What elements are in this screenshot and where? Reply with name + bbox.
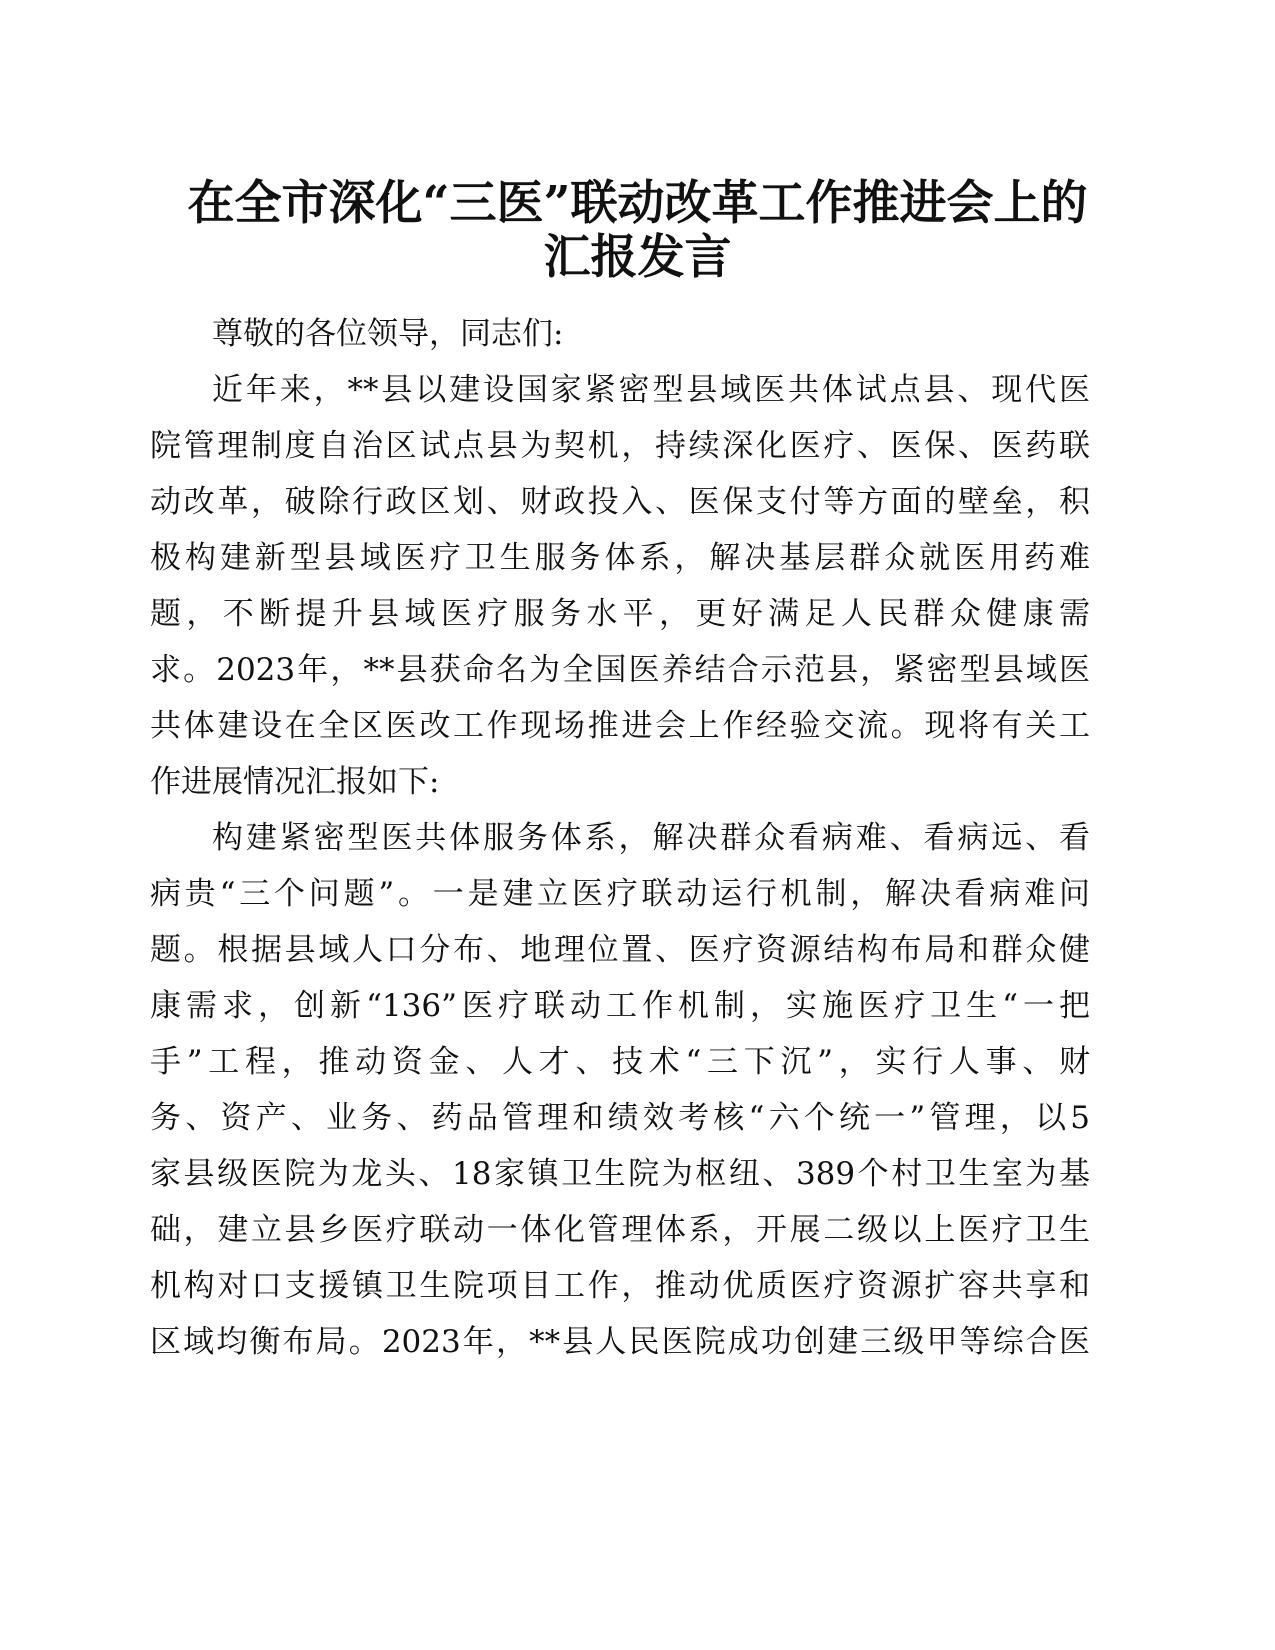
paragraph-1-line: 动改革，破除行政区划、财政投入、医保支付等方面的壁垒，积 — [150, 484, 1090, 520]
paragraph-1-line: 求。2023年，**县获命名为全国医养结合示范县，紧密型县域医 — [150, 652, 1090, 688]
salutation: 尊敬的各位领导，同志们: — [212, 316, 564, 352]
paragraph-2-line: 手”工程，推动资金、人才、技术“三下沉”，实行人事、财 — [150, 1044, 1090, 1080]
paragraph-2-line: 机构对口支援镇卫生院项目工作，推动优质医疗资源扩容共享和 — [150, 1268, 1090, 1304]
paragraph-2-line: 康需求，创新“136”医疗联动工作机制，实施医疗卫生“一把 — [150, 988, 1090, 1024]
document-title-line-1: 在全市深化“三医”联动改革工作推进会上的 — [187, 176, 1088, 231]
paragraph-2-line: 题。根据县域人口分布、地理位置、医疗资源结构布局和群众健 — [150, 932, 1090, 968]
paragraph-1-line: 共体建设在全区医改工作现场推进会上作经验交流。现将有关工 — [150, 708, 1090, 744]
paragraph-1-line: 极构建新型县域医疗卫生服务体系，解决基层群众就医用药难 — [150, 540, 1090, 576]
paragraph-2-line: 家县级医院为龙头、18家镇卫生院为枢纽、389个村卫生室为基 — [150, 1156, 1090, 1192]
paragraph-2-line: 构建紧密型医共体服务体系，解决群众看病难、看病远、看 — [212, 820, 1090, 856]
paragraph-2-line: 病贵“三个问题”。一是建立医疗联动运行机制，解决看病难问 — [150, 876, 1090, 912]
paragraph-1-line: 近年来，**县以建设国家紧密型县域医共体试点县、现代医 — [212, 372, 1090, 408]
paragraph-1-line: 院管理制度自治区试点县为契机，持续深化医疗、医保、医药联 — [150, 428, 1090, 464]
document-title-line-2: 汇报发言 — [543, 230, 732, 285]
paragraph-1-line: 题，不断提升县域医疗服务水平，更好满足人民群众健康需 — [150, 596, 1090, 632]
paragraph-2-line: 区域均衡布局。2023年，**县人民医院成功创建三级甲等综合医 — [150, 1324, 1090, 1360]
paragraph-2-line: 务、资产、业务、药品管理和绩效考核“六个统一”管理，以5 — [150, 1100, 1090, 1136]
paragraph-1-line: 作进展情况汇报如下: — [150, 764, 440, 800]
paragraph-2-line: 础，建立县乡医疗联动一体化管理体系，开展二级以上医疗卫生 — [150, 1212, 1090, 1248]
